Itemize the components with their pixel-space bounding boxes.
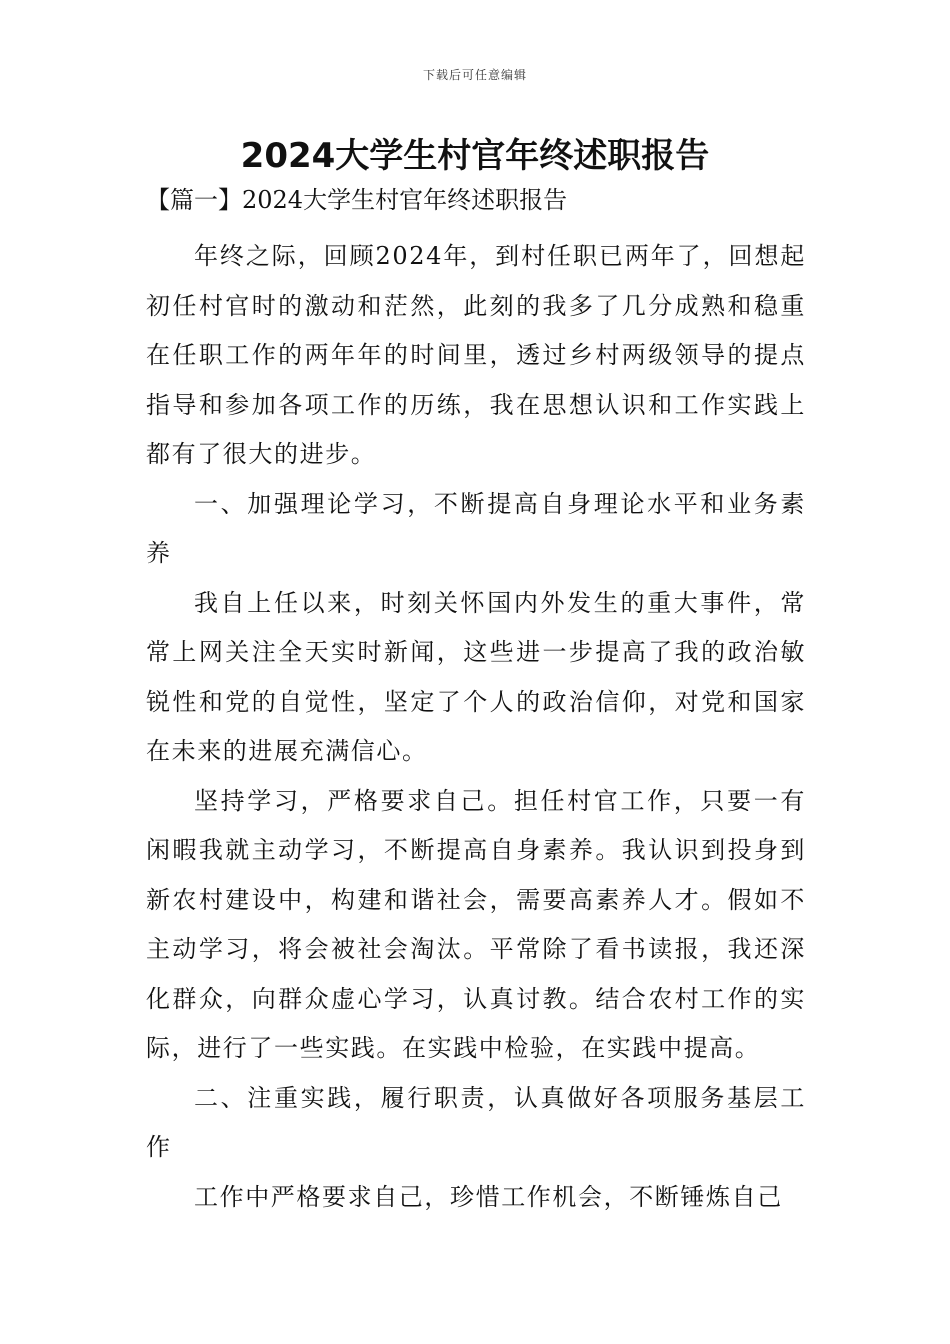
paragraph: 年终之际，回顾2024年，到村任职已两年了，回想起初任村官时的激动和茫然，此刻的我多了几分成熟和稳重在任职工作的两年年的时间里，透过乡村两级领导的提点指导和参加各项工作的历练，我在思想认识和工作实践上都有了很大的进步。 [146,242,806,468]
paragraph: 我自上任以来，时刻关怀国内外发生的重大事件，常常上网关注全天实时新闻，这些进一步提高了我的政治敏锐性和党的自觉性，坚定了个人的政治信仰，对党和国家在未来的进展充满信心。 [146,588,806,765]
document-body [146,180,806,1222]
header-note: 下载后可任意编辑 [422,68,527,82]
paragraph: 坚持学习，严格要求自己。担任村官工作，只要一有闲暇我就主动学习，不断提高自身素养。我认识到投身到新农村建设中，构建和谐社会，需要高素养人才。假如不主动学习，将会被社会淘汰。平常除了看书读报，我还深化群众，向群众虚心学习，认真讨教。结合农村工作的实际，进行了一些实践。在实践中检验，在实践中提高。 [146,786,806,1062]
paragraph: 二、注重实践，履行职责，认真做好各项服务基层工作 [146,1083,806,1161]
paragraph: 工作中严格要求自己，珍惜工作机会，不断锤炼自己 [194,1182,783,1211]
paragraph: 一、加强理论学习，不断提高自身理论水平和业务素养 [146,489,806,567]
document-title: 2024大学生村官年终述职报告 [240,136,710,176]
section-label: 【篇一】2024大学生村官年终述职报告 [146,186,568,214]
